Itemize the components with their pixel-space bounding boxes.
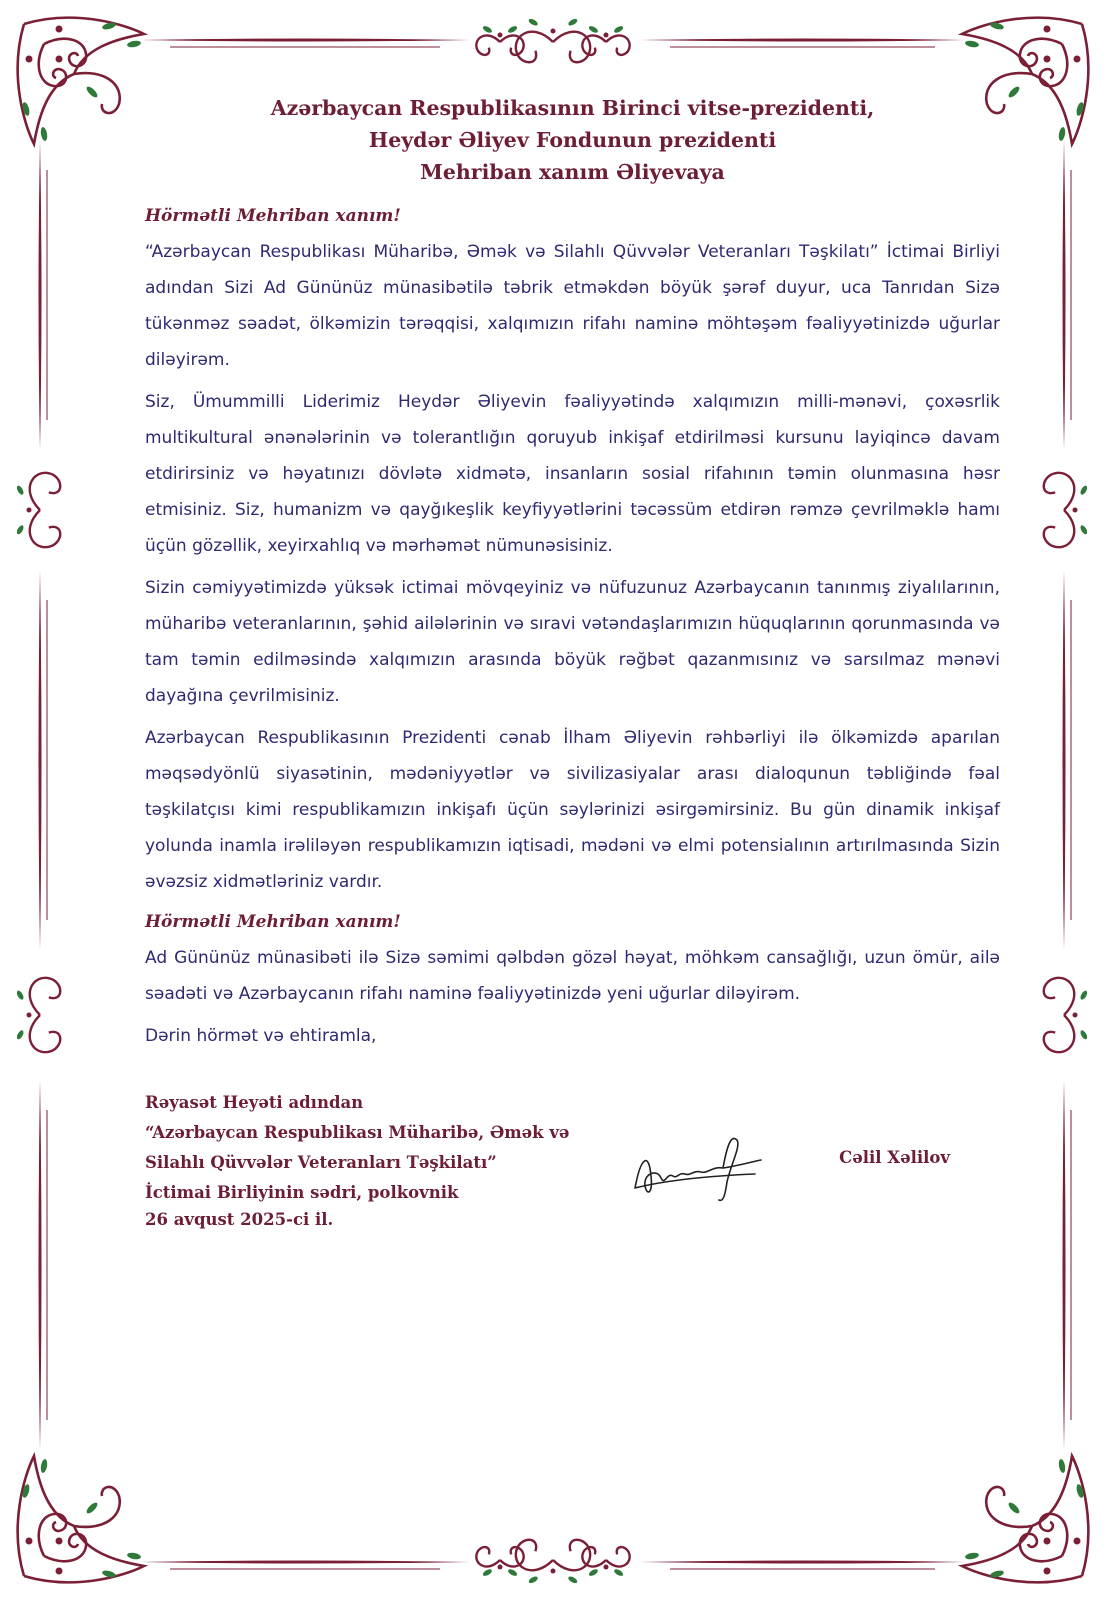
frame-bar xyxy=(1063,140,1066,450)
flower-icon xyxy=(1044,56,1051,63)
flower-icon xyxy=(56,56,63,63)
leaf-icon xyxy=(528,18,539,27)
leaf-icon xyxy=(85,1501,99,1515)
scroll-ornament xyxy=(16,978,61,1052)
ornament-dot xyxy=(551,1569,556,1574)
leaf-icon xyxy=(1058,1459,1066,1474)
leaf-icon xyxy=(965,40,980,48)
flower-icon xyxy=(1044,1568,1051,1575)
leaf-icon xyxy=(567,18,578,27)
scroll-curl xyxy=(476,35,500,54)
scroll-ornament xyxy=(1044,473,1089,547)
scroll-ornament xyxy=(516,18,590,63)
leaf-icon xyxy=(507,1568,518,1577)
ornament-dot xyxy=(498,1565,503,1570)
scroll-curl xyxy=(1044,1015,1075,1052)
frame-bar xyxy=(140,1561,470,1564)
addressee-line: Heydər Əliyev Fondunun prezidenti xyxy=(368,128,777,152)
leaf-icon xyxy=(40,127,48,142)
leaf-icon xyxy=(613,25,624,34)
salutation: Hörmətli Mehriban xanım! xyxy=(145,912,401,932)
scroll-curl xyxy=(1044,978,1075,1015)
corner-ornament xyxy=(18,18,144,144)
scroll-curl xyxy=(30,510,61,547)
body-paragraph: Azərbaycan Respublikasının Prezidenti cənab İlham Əliyevin rəhbərliyi ilə ölkəmizdə aparılan məqsədyönlü siyasətinin, mədəniyyətlər və sivilizasiyalar arası dialoqunun təbliğində fəal təşkilatçısı kimi respublikamızın inkişafı üçün səylərinizi əsirgəmirsiniz. Bu gün dinamik inkişaf yolunda inamla irəliləyən respublikamızın iqtisadi, mədəni və elmi potensialının artırılmasında Sizin əvəzsiz xidmətləriniz vardır. xyxy=(145,728,1000,892)
ornament-dot xyxy=(1073,508,1078,513)
scroll-curl xyxy=(606,1547,630,1566)
ornament-dot xyxy=(27,508,32,513)
frame-bar xyxy=(140,39,470,42)
closing-phrase: Dərin hörmət və ehtiramla, xyxy=(145,1026,377,1046)
leaf-icon xyxy=(965,1552,980,1560)
addressee-line: Mehriban xanım Əliyevaya xyxy=(420,160,725,184)
scroll-curl xyxy=(553,32,590,63)
ornament-dot xyxy=(498,33,503,38)
letter-content xyxy=(145,92,1000,1229)
leaf-icon xyxy=(1007,85,1021,99)
addressee-heading xyxy=(145,92,1000,188)
leaf-icon xyxy=(528,1575,539,1584)
flower-icon xyxy=(26,1538,33,1545)
scroll-ornament xyxy=(1044,978,1089,1052)
scroll-curl xyxy=(30,978,61,1015)
scroll-curl xyxy=(500,1547,524,1566)
frame-bar xyxy=(39,570,42,950)
scroll-curl xyxy=(582,35,606,54)
addressee-line: Azərbaycan Respublikasının Birinci vitse-prezidenti, xyxy=(270,96,875,120)
leaf-icon xyxy=(127,1552,142,1560)
scroll-curl xyxy=(1044,473,1075,510)
leaf-icon xyxy=(1079,990,1088,1001)
scroll-curl xyxy=(1044,510,1075,547)
scroll-curl xyxy=(606,35,630,54)
scroll-curl xyxy=(516,1540,553,1571)
scroll-curl xyxy=(476,1547,500,1566)
signatory-line: “Azərbaycan Respublikası Müharibə, Əmək və xyxy=(145,1123,570,1142)
frame-bar xyxy=(1063,570,1066,950)
corner-curl xyxy=(986,1487,1032,1527)
signatory-line: Silahlı Qüvvələr Veteranları Təşkilatı” xyxy=(145,1153,497,1172)
scroll-curl xyxy=(553,1540,590,1571)
leaf-icon xyxy=(588,25,599,34)
scroll-ornament xyxy=(16,473,61,547)
frame-bar xyxy=(1063,1080,1066,1450)
frame-bar xyxy=(640,39,965,42)
ornament-dot xyxy=(27,1013,32,1018)
letter-date: 26 avqust 2025-ci il. xyxy=(145,1210,334,1229)
leaf-icon xyxy=(1058,127,1066,142)
ornament-dot xyxy=(551,29,556,34)
corner-curl xyxy=(74,73,120,113)
leaf-icon xyxy=(16,990,25,1001)
body-paragraph: Ad Gününüz münasibəti ilə Sizə səmimi qəlbdən gözəl həyat, möhkəm cansağlığı, uzun ömür, ailə səadəti və Azərbaycanın rifahı naminə fəaliyyətinizdə yeni uğurlar diləyirəm. xyxy=(145,948,1000,1004)
leaf-icon xyxy=(507,25,518,34)
ornament-dot xyxy=(604,33,609,38)
scroll-curl xyxy=(30,473,61,510)
signature-block xyxy=(145,1088,1000,1202)
body-paragraph: Sizin cəmiyyətimizdə yüksək ictimai mövqeyiniz və nüfuzunuz Azərbaycanın tanınmış ziyalılarının, müharibə veteranlarının, şəhid ailələrinin və sıravi vətəndaşlarımızın hüquqlarının qorunmasında və tam təmin edilməsində xalqımızın arasında böyük rəğbət qazanmısınız və sarsılmaz mənəvi dayağına çevrilmisiniz. xyxy=(145,578,1000,706)
frame-bar xyxy=(39,140,42,450)
scroll-curl xyxy=(582,1547,606,1566)
corner-ornament xyxy=(18,1456,144,1582)
leaf-icon xyxy=(16,1029,25,1040)
scroll-curl xyxy=(516,32,553,63)
flower-icon xyxy=(26,56,33,63)
leaf-icon xyxy=(1007,1501,1021,1515)
ornament-dot xyxy=(604,1565,609,1570)
leaf-icon xyxy=(1079,485,1088,496)
salutation: Hörmətli Mehriban xanım! xyxy=(145,206,401,226)
signatory-line: Rəyasət Heyəti adından xyxy=(145,1093,364,1112)
body-paragraph: “Azərbaycan Respublikası Müharibə, Əmək və Silahlı Qüvvələr Veteranları Təşkilatı” İctimai Birliyi adından Sizi Ad Gününüz münasibətilə təbrik etməkdən böyük şərəf duyur, uca Tanrıdan Sizə tükənməz səadət, ölkəmizin tərəqqisi, xalqımızın rifahı naminə möhtəşəm fəaliyyətinizdə uğurlar diləyirəm. xyxy=(145,242,1000,370)
leaf-icon xyxy=(482,1568,493,1577)
ornament-dot xyxy=(1073,1013,1078,1018)
scroll-ornament xyxy=(516,1540,590,1585)
corner-curl xyxy=(74,1487,120,1527)
corner-ornament xyxy=(962,1456,1088,1582)
leaf-icon xyxy=(40,1459,48,1474)
scroll-curl xyxy=(500,35,524,54)
leaf-icon xyxy=(588,1568,599,1577)
handwritten-signature xyxy=(627,1116,767,1206)
signatory-name: Cəlil Xəlilov xyxy=(839,1148,950,1167)
frame-bar xyxy=(39,1080,42,1450)
leaf-icon xyxy=(567,1575,578,1584)
flower-icon xyxy=(56,1538,63,1545)
leaf-icon xyxy=(127,40,142,48)
leaf-icon xyxy=(482,25,493,34)
flower-icon xyxy=(56,1568,63,1575)
scroll-curl xyxy=(30,1015,61,1052)
leaf-icon xyxy=(613,1568,624,1577)
leaf-icon xyxy=(16,524,25,535)
body-paragraph: Siz, Ümummilli Liderimiz Heydər Əliyevin fəaliyyətində xalqımızın milli-mənəvi, çoxəsrlik multikultural ənənələrinin və tolerantlığın qoruyub inkişaf etdirilməsi kursunu layiqincə davam etdirirsiniz və həyatınızı dövlətə xidmətə, insanların sosial rifahının təmin olunmasına həsr etmisiniz. Siz, humanizm və qayğıkeşlik keyfiyyətlərini təcəssüm etdirən rəmzə çevrilməklə hamı üçün gözəllik, xeyirxahlıq və mərhəmət nümunəsisiniz. xyxy=(145,392,1000,556)
leaf-icon xyxy=(16,485,25,496)
leaf-icon xyxy=(1079,524,1088,535)
leaf-icon xyxy=(1079,1029,1088,1040)
leaf-icon xyxy=(85,85,99,99)
flower-icon xyxy=(1074,1538,1081,1545)
frame-bar xyxy=(640,1561,965,1564)
flower-icon xyxy=(56,26,63,33)
flower-icon xyxy=(1074,56,1081,63)
flower-icon xyxy=(1044,1538,1051,1545)
flower-icon xyxy=(1044,26,1051,33)
signatory-line: İctimai Birliyinin sədri, polkovnik xyxy=(145,1183,459,1202)
